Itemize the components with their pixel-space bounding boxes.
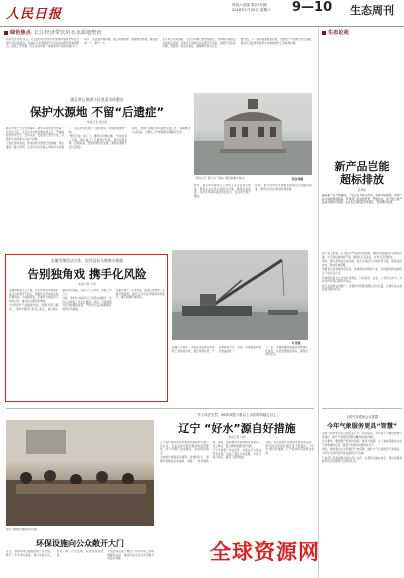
square-bullet-icon [4, 31, 8, 35]
article-headline: 告别独角戏 携手化风险 [27, 267, 147, 281]
column-divider [318, 28, 319, 578]
article-headline: 今年气象服务更具“智慧” [326, 423, 397, 430]
issue-date: 2018年1月20日 星期六 [232, 7, 271, 12]
tag-label: 绿色焦点 [10, 30, 31, 36]
article-kicker: 安徽芜湖依法合作，促消县码头搬离水源地 [50, 258, 124, 263]
article-body: 近日，各地环保设施陆续向公众开放，吸引了众多市民参观。通过实地走访，市民了解了污水处理、垃圾焚烧等流程。 开放活动有助于增进公众对环保工作的理解和支持，推动形成全社会共同参与的良好氛围。 [6, 550, 154, 561]
article-headline: 环保设施向公众敞开大门 [36, 539, 124, 548]
building-illustration [194, 93, 312, 175]
article-body: 全国气象局长会议日前在京召开。会议指出，今年将大力推进智慧气象建设，提升气象预报预警的精准度和时效性。 会议要求，要加强气象科技创新，推进大数据、人工智能等新技术在气象领域的应用，提高气象服务的智能化水平。 同时，要加强生态文明建设气象保障，做好大气污染防治气象服务，为打好污染防治攻坚战提供有力支撑。 气象部门还将加强与相关部门合作，完善防灾减灾体系，更好地服务经济社会发展和人民群众生活。 [322, 432, 402, 464]
photo-caption: 图为长江“黄石水厂取水口附近的取水泵站”。 [196, 177, 248, 180]
article-headline: 辽宁 “好水”源自好措施 [178, 422, 296, 435]
section-divider [322, 408, 402, 409]
issue-date-info [232, 3, 271, 13]
section-tag-eco-forum [322, 29, 349, 36]
meeting-room-photo [6, 420, 154, 526]
right-article-byline: 孙秀艳 [357, 188, 367, 192]
article-kicker: 湖北黄石推进小区黑臭水体整治 [70, 97, 124, 102]
article-kicker: 全国气象系统会议透露 [346, 415, 378, 419]
meeting-illustration [6, 420, 154, 526]
tag-label: 生态论苑 [328, 30, 349, 36]
article-headline: 保护水源地 不留“后遗症” [29, 105, 165, 119]
photo-caption-text: 图为当地群众参观环保设施。 [6, 528, 40, 531]
page-numbers: 9—10 [292, 0, 333, 15]
crane-illustration [172, 250, 308, 340]
right-article-body: 新产品上市前，应当经过严格的环保检测，确保各项指标符合国家标准。对于超标排放的产品，要依法予以查处，并责令召回整改。 同时，要完善相关法律法规，加大对违法行为的处罚力度，提高违法成本，形成有效震慑。 消费者也应增强环保意识，选择绿色环保的产品，共同推动形成绿色生产和生活方式。 环境保护是全社会的共同责任，只有政府、企业、公众齐心协力，才能守护好我们的绿水青山。 新产品的研发和推广，必须将环保要求摆在突出位置，让绿色成为高质量发展的底色。 [322, 252, 402, 292]
section-title: 生态周刊 [350, 4, 394, 17]
article-body-continued: 此外，黄石市对取水口上游的工业企业进行排查，督促企业完善污染防治设施，确保达标排放。对存在环境风险隐患的企业，依法责令停产整改。 目前，黄石饮用水水源地水质稳定达到国家标准，群众饮水安全得到有效保障。 [194, 184, 312, 198]
article-body: 辽宁省开展饮用水水源地环境保护专项行动以来，全省各地对照问题清单逐项整改，多个问题已完成整治，水质保持稳定。 当地通过拆除违法建筑、封堵排污口、清理垃圾堆放点等措施，消除了一批环境隐患。同时，加快推进水源地规范化建设，设立界标、警示牌和隔离防护设施。 辽宁还加强了执法监管，对违法行为依法严肃处理，形成了强有力的震慑。多部门联合执法，提高了监管效能。 目前，全省饮用水水源地水质总体良好，群众的获得感和满意度不断提升。"好水"源自好措施，辽宁将持续巩固整治成果。 [160, 441, 314, 463]
section-tag-green-focus [4, 29, 102, 36]
article-byline: 本报记者 何勇 [228, 435, 246, 439]
article-body-continued: 在搬迁过程中，当地妥善处理企业和职工的利益诉求，通过协商补偿、产业转移等方式，实现了环境效益和社会效益的统一。 下一步，芜湖将继续加强水源地规范化建设，完善监测监控体系，确保饮用水安全。 [172, 346, 308, 357]
article-byline: 本报记者 程远州 [86, 120, 108, 124]
tag-subtitle: · 长江经济带饮用水水源地整治 [30, 30, 102, 36]
intro-text-block: 新华社北京电 近日，长江经济带饮用水水源地环境保护执法专项行动持续推进，各地针对水源保护区内违法问题开展清理整治。按照工作部署，沿江各省市逐一排查取水口周边的排污口、码头、违法建筑等问题，建立问题清单，明确整改时限，做到整改一个、销号一个。 从专项行动进展看，大部分问题已经完成整治，水源地环境质量总体稳定向好。但也有个别地方存在整治不彻底、措施不到位等问题，需要进一步压实责任，确保群众饮水安全。 据介绍，下一步将加强督查检查，对整改不力的地方进行通报，推动长江经济带饮用水水源地保护工作取得实效。 [6, 38, 314, 49]
square-bullet-icon [322, 31, 326, 35]
newspaper-logo: 人民日报 [6, 7, 63, 22]
article-byline: 本报记者 叶琦 [78, 282, 96, 286]
article-body: 黄石市位于长江中游南岸，取水口附近曾分布着一些老旧小区，生活污水未经处理直排入江，严重威胁饮用水安全。去年以来，当地加大整治力度，对保护区内的排污口进行封堵。 记者在现场看到，原来的排污管道已被拆除，周边建起了截污管网，生活污水全部接入城市污水处理厂。沿江岸线也进行了绿化改造，环境面貌焕然一新。 "整治不能一拆了之，要防止问题反弹。"当地负责人介绍，黄石建立了长效管护机制，落实河湖长制，定期巡查，发现问题及时处理，确保水源地不留"后遗症"。 同时，当地还对搬迁居民做好安置工作，保障群众合法权益，让整治工作得到群众理解和支持。 [6, 127, 190, 149]
issue-number: 每周六出版 第21号期 [232, 3, 267, 7]
photo-credit: 叶琦摄 [292, 341, 301, 345]
headline-line: 新产品岂能 [334, 160, 390, 173]
watermark-text: 全球资源网 [210, 540, 320, 564]
right-article-summary: 随着新产品不断涌现，一些企业为抢占市场，忽视环保要求，导致产品污染物排放超标。环保部门应加强监管，严格执法，决不能让新产品成为新的污染源。企业也应承担起主体责任，坚持绿色发展。 [322, 194, 402, 205]
section-divider [6, 408, 314, 409]
photo-credit: 程远州摄 [292, 177, 304, 181]
headline-line: 超标排放 [340, 173, 384, 186]
article-body: 芜湖市地处长江下游，过去饮用水水源保护区内分布着多个码头，船舶作业带来油污等环境风险。为消除隐患，芜湖市与相关部门协同合作，推动码头搬离水源地。 "水源保护不能唱独角戏，需要多部门联动。"当地环保部门负责人表示，通过建立联席会议制度，各部门分工协作，形成工作合力。 目前，保护区内的码头已全部完成搬迁，岸线生态修复工作正在推进。同时，当地加强对过往船舶的监管，严防危化品运输船舶在保护区内停靠。 芜湖还建立了应急预案，配备应急物资，定期开展演练，提升应对突发环境事件的能力，携手化解环境风险。 [9, 289, 165, 311]
article-kicker: 「多人执法处罚，66家问题个数以上水质保持稳定以上」 [194, 413, 280, 417]
river-crane-barge-photo [172, 250, 308, 340]
masthead-divider [0, 26, 404, 27]
highlight-frame [5, 254, 168, 402]
water-pump-station-photo [194, 93, 312, 175]
right-article-headline [322, 160, 402, 186]
masthead [0, 0, 404, 25]
